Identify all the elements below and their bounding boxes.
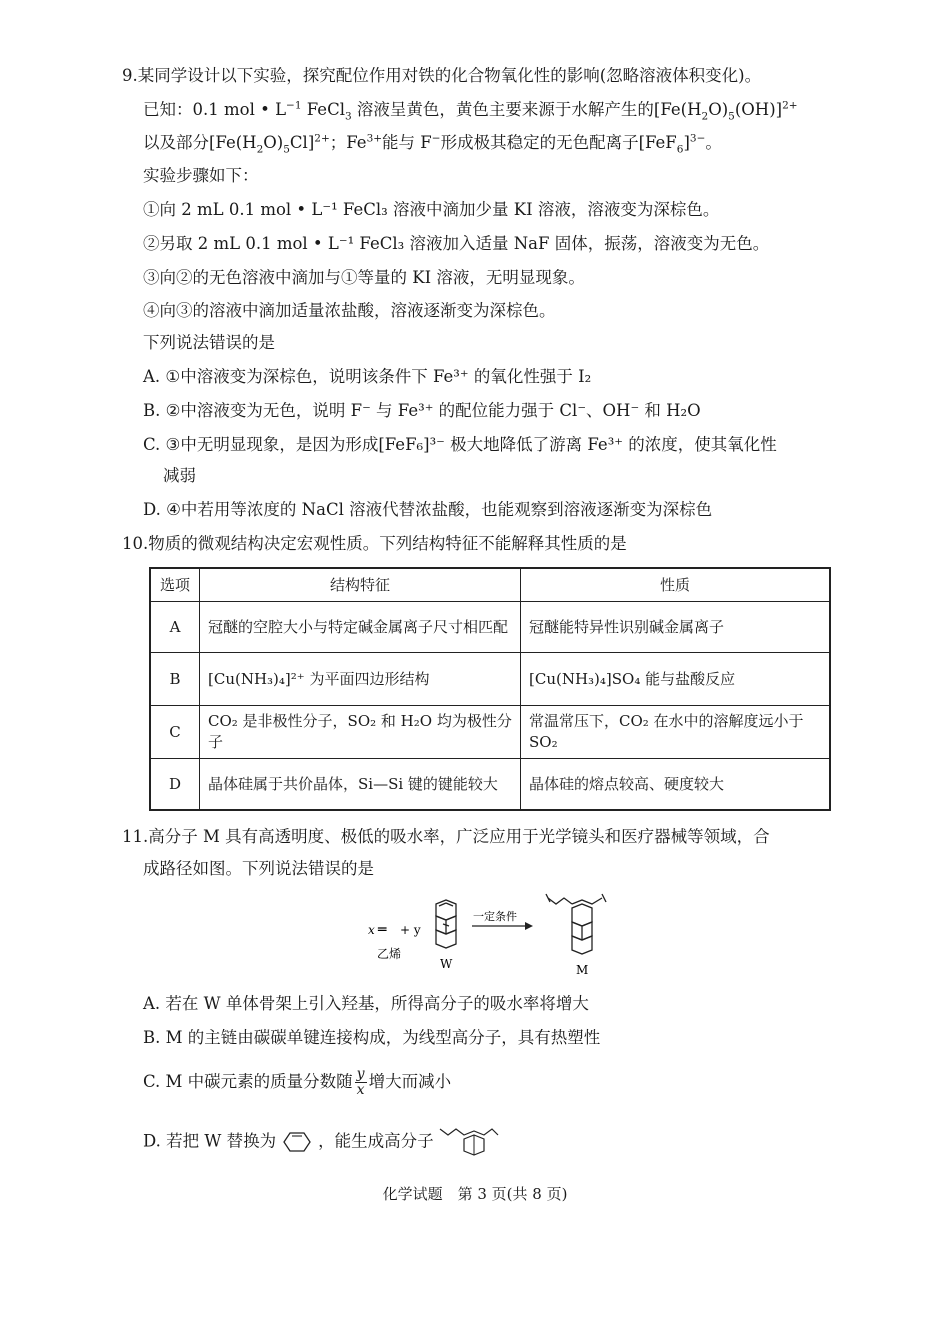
q11-option-d: D. 若把 W 替换为 ，能生成高分子 xyxy=(143,1125,502,1159)
row-property: 晶体硅的熔点较高、硬度较大 xyxy=(521,759,831,811)
reaction-condition: 一定条件 xyxy=(473,910,517,923)
q10-table xyxy=(149,567,831,811)
cyclopentene-structure xyxy=(278,1129,316,1155)
q9-known-line2: 以及部分$[Fe(H_2O)_5Cl]^{2+}$；$Fe^{3+}$能与 F−形成极其稳定的无色配离子$[FeF_6]^{3-}$。 xyxy=(143,132,722,156)
table-row xyxy=(150,706,830,759)
row-option: D xyxy=(150,759,200,811)
row-feature: 晶体硅属于共价晶体，Si—Si 键的键能较大 xyxy=(200,759,521,811)
reaction-scheme xyxy=(360,888,620,980)
q11-stem-line1: 11.高分子 M 具有高透明度、极低的吸水率，广泛应用于光学镜头和医疗器械等领域，合 xyxy=(122,827,770,846)
q9-step4: ④向③的溶液中滴加适量浓盐酸，溶液逐渐变为深棕色。 xyxy=(143,301,556,320)
q9-known-line1: 已知：0.1 mol • $L^{-1}$ FeCl$_3$ 溶液呈黄色，黄色主要来源于水解产生的$[Fe(H_2O)_5(OH)]^{2+}$ xyxy=(143,99,798,123)
scheme-x: x xyxy=(368,923,375,937)
row-property: [Cu(NH₃)₄]SO₄ 能与盐酸反应 xyxy=(521,653,831,706)
row-feature: CO₂ 是非极性分子，SO₂ 和 H₂O 均为极性分子 xyxy=(200,706,521,759)
polymer-m-label: M xyxy=(576,963,589,977)
q9-stem: 9.某同学设计以下实验，探究配位作用对铁的化合物氧化性的影响(忽略溶液体积变化)。 xyxy=(122,66,762,85)
q10-stem: 10.物质的微观结构决定宏观性质。下列结构特征不能解释其性质的是 xyxy=(122,534,627,553)
row-feature: 冠醚的空腔大小与特定碱金属离子尺寸相匹配 xyxy=(200,602,521,653)
scheme-ethylene-label: 乙烯 xyxy=(377,947,402,961)
page-footer: 化学试题 第 3 页(共 8 页) xyxy=(382,1185,568,1203)
table-row xyxy=(150,602,830,653)
q9-option-c-cont: 减弱 xyxy=(163,466,196,485)
q9-option-c: C. ③中无明显现象，是因为形成[FeF₆]³⁻ 极大地降低了游离 Fe³⁺ 的浓度，使其氧化性 xyxy=(143,435,777,454)
table-row xyxy=(150,759,830,811)
q9-steps-title: 实验步骤如下： xyxy=(143,166,259,185)
table-header-feature: 结构特征 xyxy=(200,568,521,602)
scheme-double-bond: ═ xyxy=(378,922,387,938)
scheme-plus-y: + y xyxy=(400,923,421,937)
table-header-property: 性质 xyxy=(521,568,831,602)
row-property: 常温常压下，CO₂ 在水中的溶解度远小于 SO₂ xyxy=(521,706,831,759)
table-row xyxy=(150,653,830,706)
q9-step1: ①向 2 mL 0.1 mol • L⁻¹ FeCl₃ 溶液中滴加少量 KI 溶液，溶液变为深棕色。 xyxy=(143,200,720,219)
q9-step2: ②另取 2 mL 0.1 mol • L⁻¹ FeCl₃ 溶液加入适量 NaF 固体，振荡，溶液变为无色。 xyxy=(143,234,770,253)
row-option: A xyxy=(150,602,200,653)
row-option: C xyxy=(150,706,200,759)
monomer-w-label: W xyxy=(440,957,453,971)
q11-option-b: B. M 的主链由碳碳单键连接构成，为线型高分子，具有热塑性 xyxy=(143,1028,601,1047)
q11-option-c: C. M 中碳元素的质量分数随 $\frac{y}{x}$ 增大而减小 xyxy=(143,1066,452,1098)
q9-ask: 下列说法错误的是 xyxy=(143,333,275,352)
q9-option-a: A. ①中溶液变为深棕色，说明该条件下 Fe³⁺ 的氧化性强于 I₂ xyxy=(143,367,592,386)
q9-step3: ③向②的无色溶液中滴加与①等量的 KI 溶液，无明显现象。 xyxy=(143,268,585,287)
row-option: B xyxy=(150,653,200,706)
table-header-option: 选项 xyxy=(150,568,200,602)
q11-stem-line2: 成路径如图。下列说法错误的是 xyxy=(143,859,374,878)
q9-option-b: B. ②中溶液变为无色，说明 F⁻ 与 Fe³⁺ 的配位能力强于 Cl⁻、OH⁻ 和 H₂O xyxy=(143,401,701,420)
monomer-w-structure xyxy=(436,900,456,948)
row-feature: [Cu(NH₃)₄]²⁺ 为平面四边形结构 xyxy=(200,653,521,706)
q9-option-d: D. ④中若用等浓度的 NaCl 溶液代替浓盐酸，也能观察到溶液逐渐变为深棕色 xyxy=(143,500,713,519)
q11-option-a: A. 若在 W 单体骨架上引入羟基，所得高分子的吸水率将增大 xyxy=(143,994,589,1013)
reaction-arrowhead xyxy=(525,922,533,930)
row-property: 冠醚能特异性识别碱金属离子 xyxy=(521,602,831,653)
option-d-polymer-structure xyxy=(436,1125,502,1159)
polymer-m-structure xyxy=(546,894,606,954)
fraction-y-over-x: $\frac{y}{x}$ xyxy=(356,1066,365,1098)
